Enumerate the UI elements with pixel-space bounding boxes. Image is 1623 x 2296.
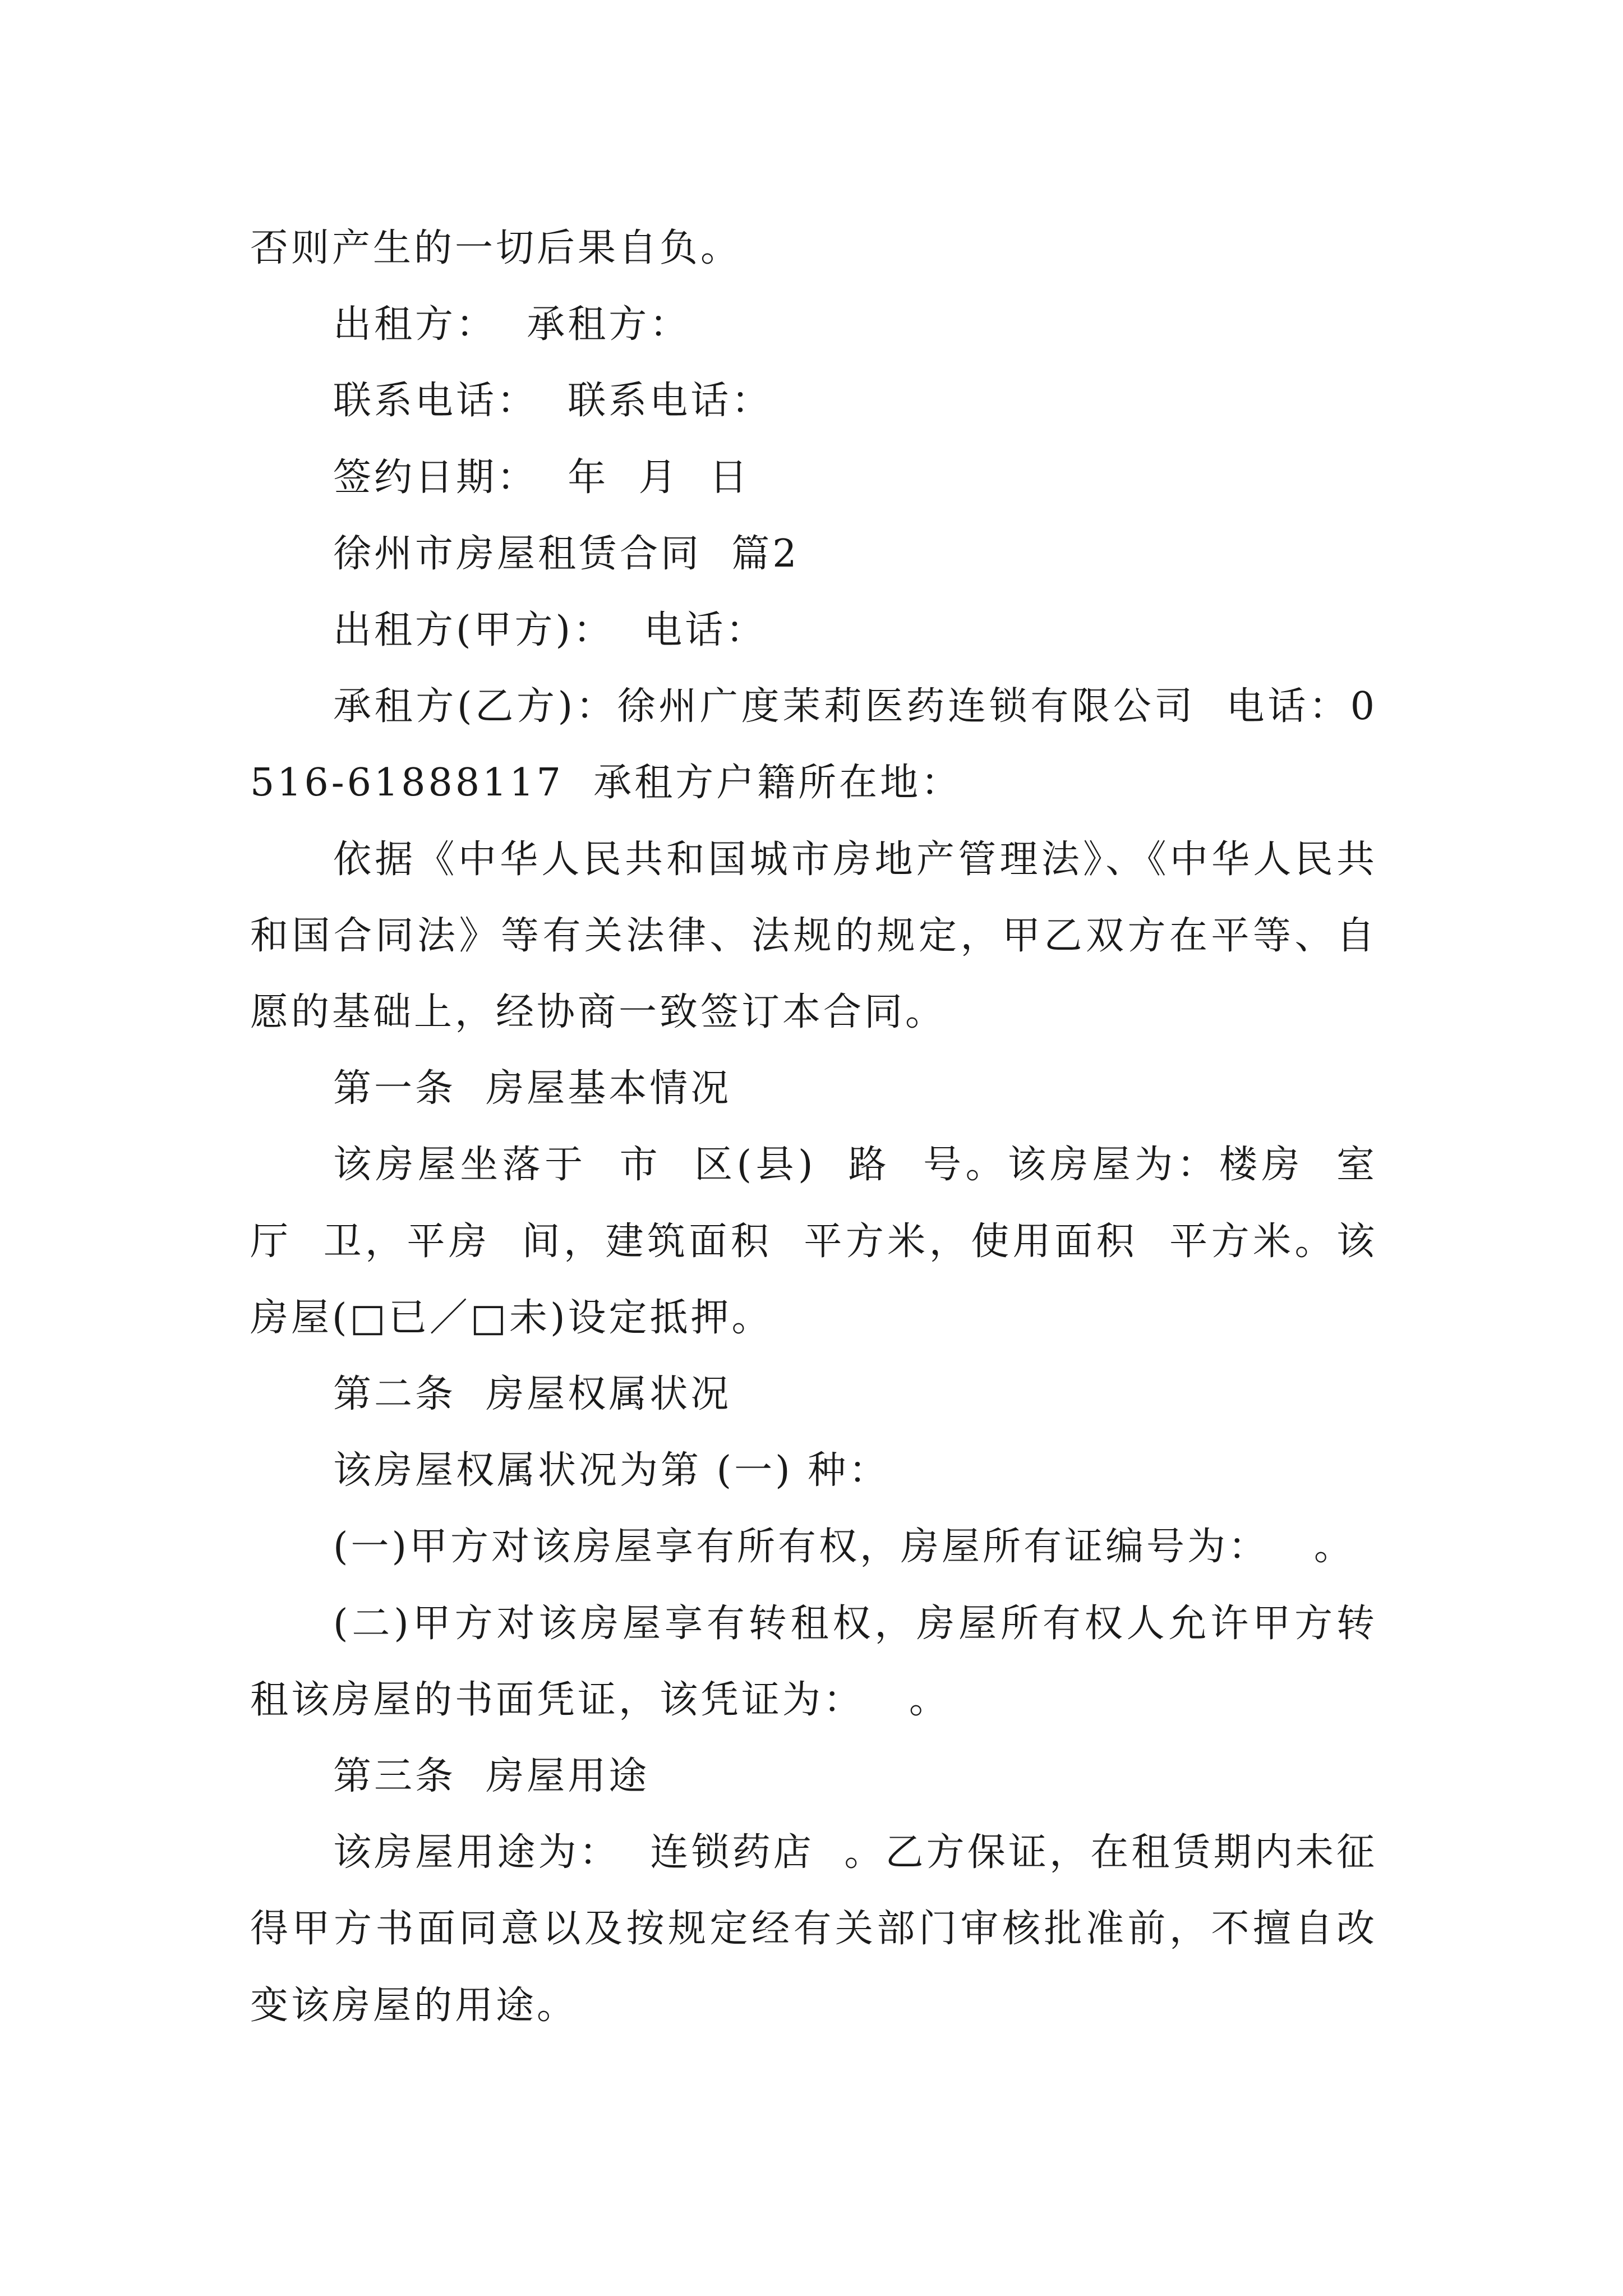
paragraph-party-b: 承租方(乙方)：徐州广度茉莉医药连锁有限公司 电话：0516-61888117 承租方户籍所在地：	[250, 684, 1377, 806]
paragraph-consequence: 否则产生的一切后果自负。	[250, 226, 742, 270]
paragraph-lessor-lessee: 出租方： 承租方：	[333, 302, 691, 347]
paragraph-legal-basis: 依据《中华人民共和国城市房地产管理法》、《中华人民共和国合同法》等有关法律、法规的规定，甲乙双方在平等、自愿的基础上，经协商一致签订本合同。	[250, 837, 1377, 1035]
article-3-body: 该房屋用途为： 连锁药店 。乙方保证，在租赁期内未征得甲方书面同意以及按规定经有关部门审核批准前，不擅自改变该房屋的用途。	[250, 1830, 1377, 2028]
article-2-heading: 第二条 房屋权属状况	[333, 1372, 732, 1417]
paragraph-party-a: 出租方(甲方)： 电话：	[333, 608, 767, 653]
article-1-body: 该房屋坐落于 市 区(县) 路 号。该房屋为：楼房 室 厅 卫，平房 间，建筑面积 平方米，使用面积 平方米。该房屋(□已／□未)设定抵押。	[250, 1143, 1408, 1340]
article-2-body: 该房屋权属状况为第 (一) 种：	[333, 1448, 890, 1493]
article-3-heading: 第三条 房屋用途	[333, 1754, 650, 1799]
article-2-item-1: (一)甲方对该房屋享有所有权，房屋所有证编号为： 。	[333, 1525, 1355, 1570]
article-1-heading: 第一条 房屋基本情况	[333, 1066, 732, 1111]
paragraph-contact-phone: 联系电话： 联系电话：	[333, 379, 773, 424]
document-body	[250, 210, 1408, 2044]
contract-title: 徐州市房屋租赁合同 篇2	[333, 531, 800, 576]
article-2-item-2: (二)甲方对该房屋享有转租权，房屋所有权人允许甲方转租该房屋的书面凭证，该凭证为： 。	[250, 1601, 1377, 1722]
paragraph-signing-date: 签约日期： 年 月 日	[333, 455, 750, 500]
